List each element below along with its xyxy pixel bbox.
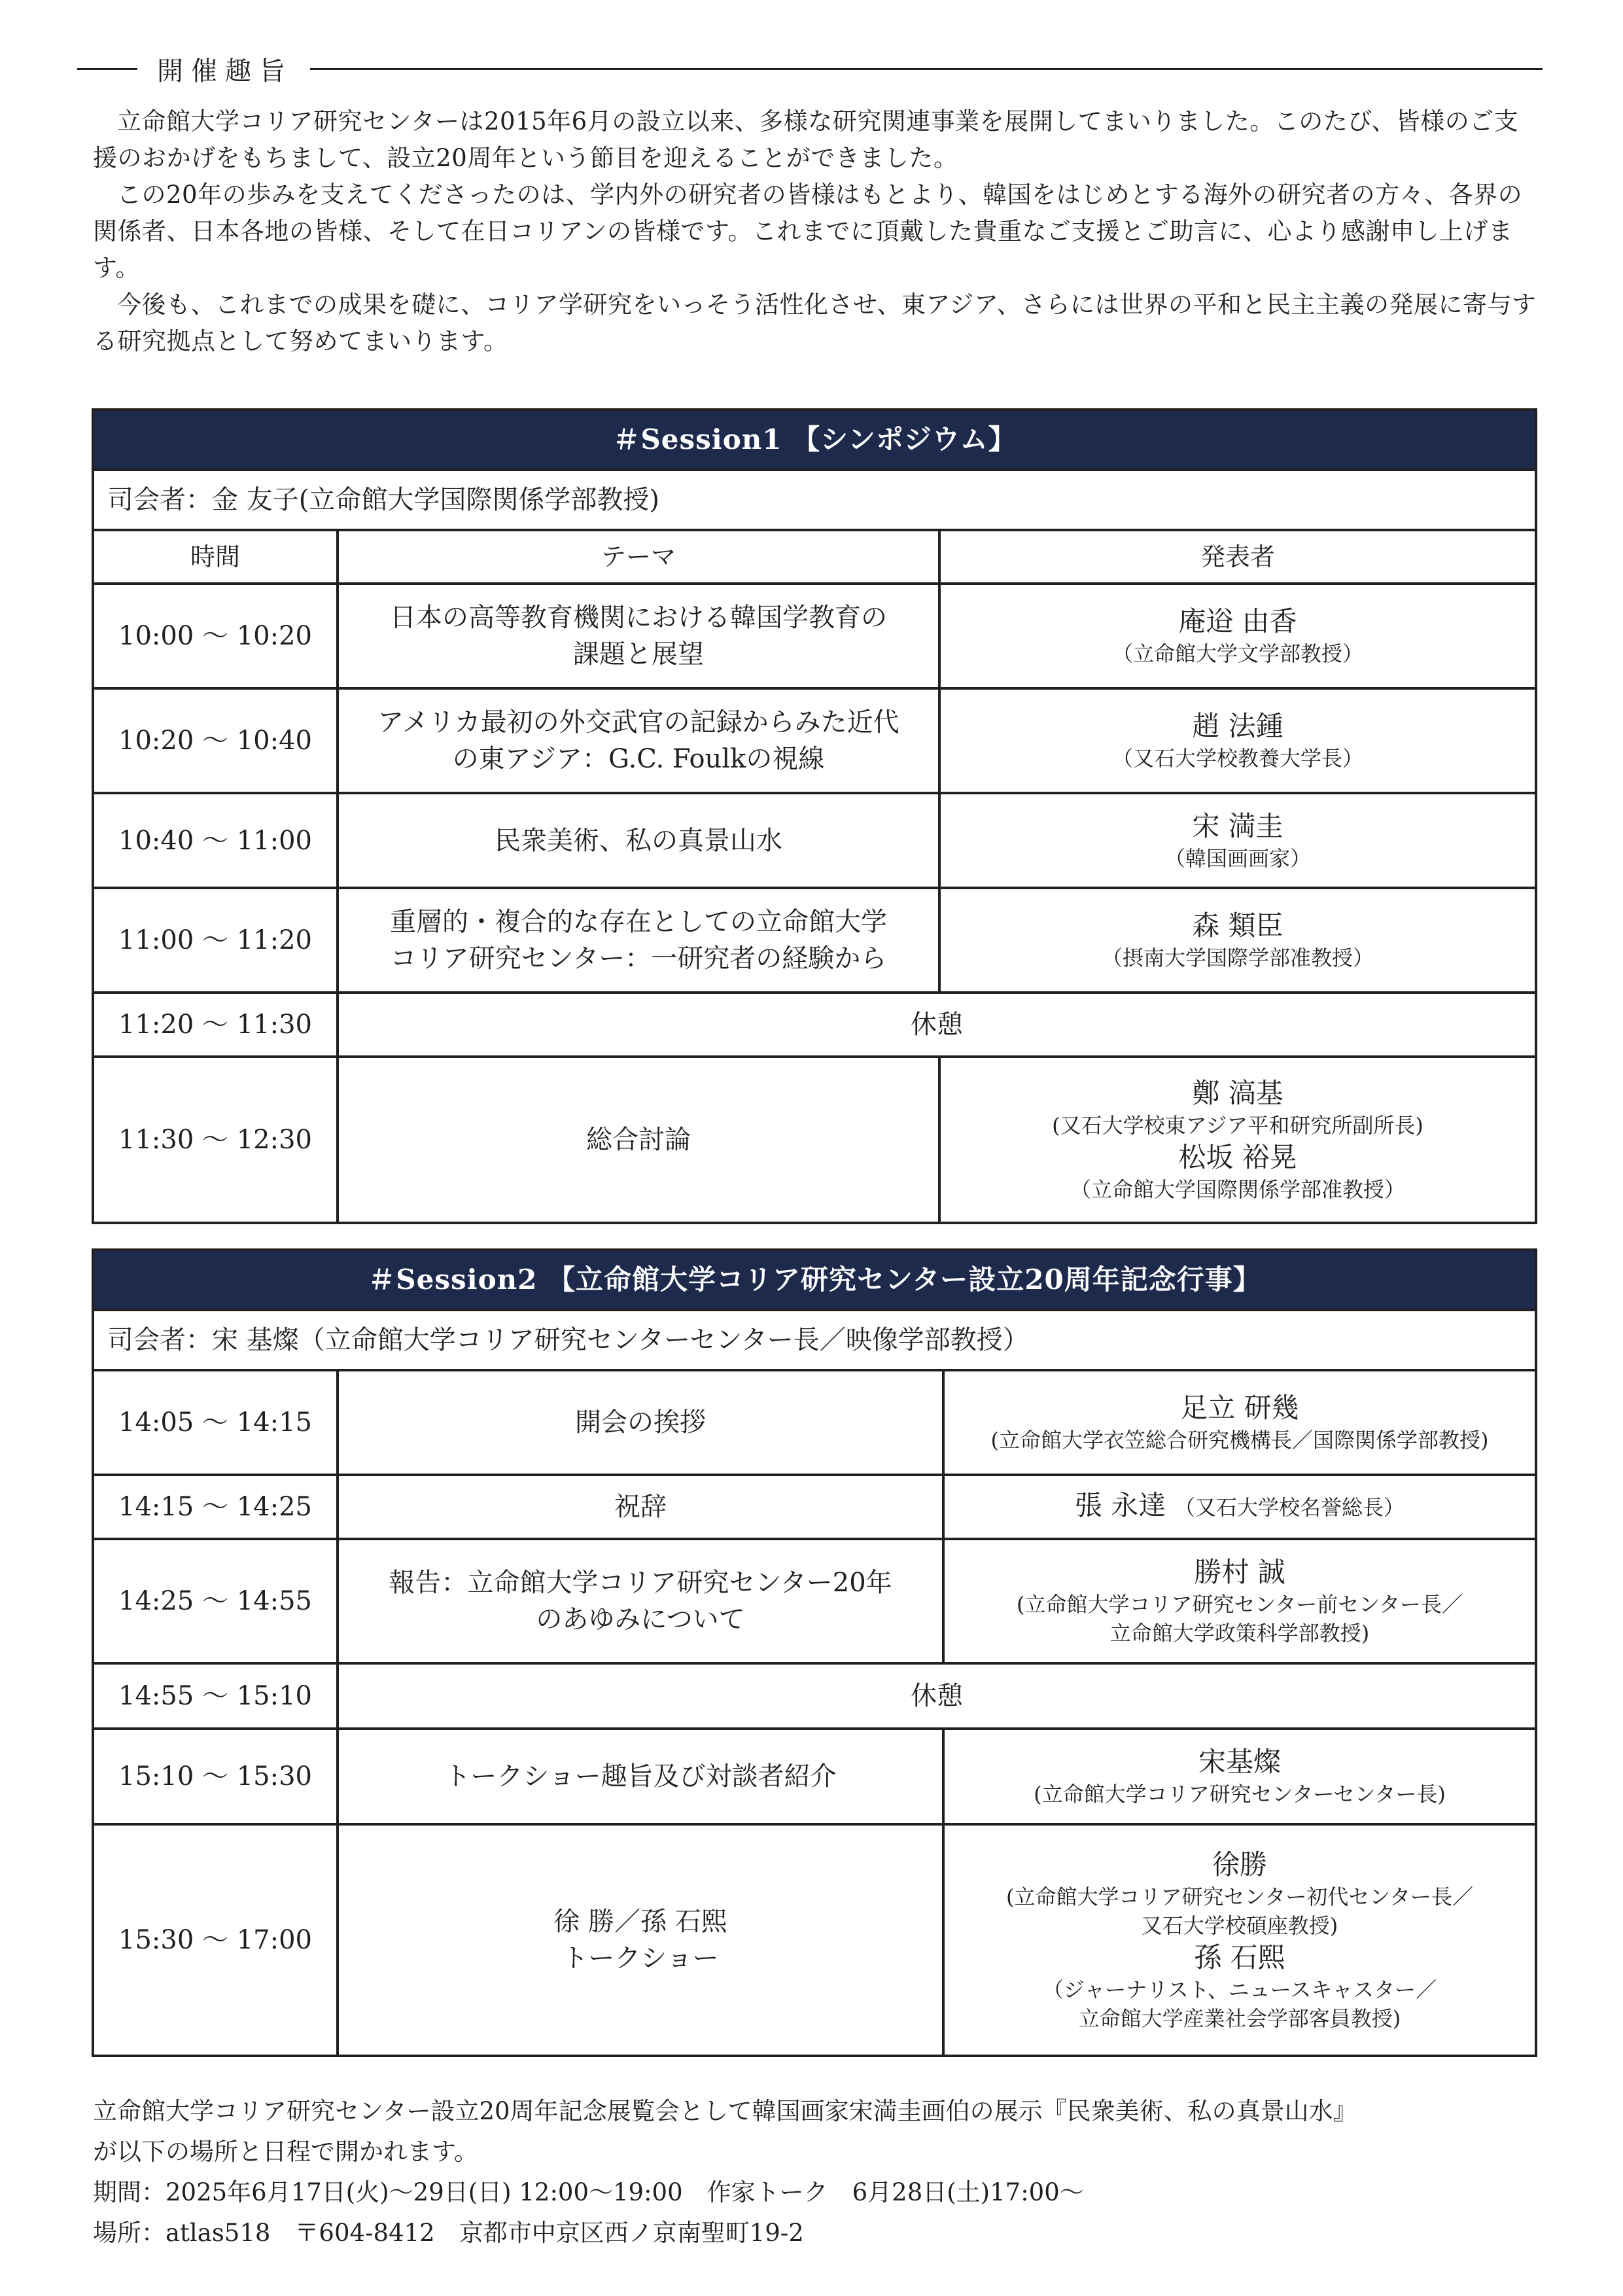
- row-presenter: 勝村 誠 (立命館大学コリア研究センター前センター長／ 立命館大学政策科学部教授): [943, 1539, 1536, 1663]
- row-time: 10:00 〜 10:20: [93, 584, 338, 688]
- table-row: [93, 1824, 1536, 2056]
- heading-text: 開催趣旨: [157, 56, 293, 86]
- row-theme: トークショー趣旨及び対談者紹介: [338, 1729, 943, 1824]
- row-presenter: 足立 研幾 (立命館大学衣笠総合研究機構長／国際関係学部教授): [943, 1370, 1536, 1475]
- break-label: 休憩: [338, 993, 1536, 1057]
- row-time: 10:20 〜 10:40: [93, 688, 338, 793]
- exhibition-info: [93, 2091, 1545, 2253]
- row-time: 14:05 〜 14:15: [93, 1370, 338, 1475]
- session2-title: ＃Session2 【立命館大学コリア研究センター設立20周年記念行事】: [93, 1250, 1536, 1310]
- row-presenter: 森 類臣 （摂南大学国際学部准教授）: [939, 888, 1536, 993]
- row-presenter: 宋基燦 (立命館大学コリア研究センターセンター長): [943, 1729, 1536, 1824]
- row-theme: 開会の挨拶: [338, 1370, 943, 1475]
- row-presenter: 庵逧 由香 （立命館大学文学部教授）: [939, 584, 1536, 688]
- row-theme: 総合討論: [338, 1057, 939, 1223]
- session1-mc: 司会者：金 友子(立命館大学国際関係学部教授): [93, 470, 1536, 530]
- row-theme: 報告：立命館大学コリア研究センター20年 のあゆみについて: [338, 1539, 943, 1663]
- exhibition-line: が以下の場所と日程で開かれます。: [93, 2138, 479, 2166]
- intro-paragraph: 立命館大学コリア研究センターは2015年6月の設立以来、多様な研究関連事業を展開してまいりました。このたび、皆様のご支援のおかげをもちまして、設立20周年という節目を迎えることができました。: [93, 107, 1519, 172]
- row-time: 14:15 〜 14:25: [93, 1475, 338, 1539]
- row-theme: 祝辞: [338, 1475, 943, 1539]
- row-theme: 民衆美術、私の真景山水: [338, 793, 939, 888]
- row-theme: 重層的・複合的な存在としての立命館大学 コリア研究センター：一研究者の経験から: [338, 888, 939, 993]
- table-row: [93, 1729, 1536, 1824]
- table-row: [93, 1475, 1536, 1539]
- table-row: [93, 1057, 1536, 1223]
- row-time: 15:30 〜 17:00: [93, 1824, 338, 2056]
- row-time: 11:00 〜 11:20: [93, 888, 338, 993]
- table-row: [93, 793, 1536, 888]
- row-time: 14:55 〜 15:10: [93, 1663, 338, 1729]
- section-heading: [77, 46, 1543, 92]
- intro-paragraph: 今後も、これまでの成果を礎に、コリア学研究をいっそう活性化させ、東アジア、さらには世界の平和と民主主義の発展に寄与する研究拠点として努めてまいります。: [93, 291, 1537, 355]
- row-presenter: 鄭 滈基 (又石大学校東アジア平和研究所副所長) 松坂 裕晃 （立命館大学国際関係学部准教授）: [939, 1057, 1536, 1223]
- row-time: 10:40 〜 11:00: [93, 793, 338, 888]
- table-row: [93, 1539, 1536, 1663]
- row-time: 11:30 〜 12:30: [93, 1057, 338, 1223]
- table-row: [93, 584, 1536, 688]
- row-time: 11:20 〜 11:30: [93, 993, 338, 1057]
- break-row: [93, 1663, 1536, 1729]
- session1-title: ＃Session1 【シンポジウム】: [93, 410, 1536, 470]
- session2-table: [92, 1248, 1537, 2057]
- exhibition-venue: 場所：atlas518 〒604-8412 京都市中京区西ノ京南聖町19-2: [93, 2219, 804, 2247]
- table-header-row: [93, 530, 1536, 584]
- table-row: [93, 688, 1536, 793]
- header-time: 時間: [93, 530, 338, 584]
- heading-rule-right: [310, 68, 1543, 70]
- row-presenter: 趙 法鍾 （又石大学校教養大学長）: [939, 688, 1536, 793]
- row-theme: 徐 勝／孫 石熙 トークショー: [338, 1824, 943, 2056]
- table-row: [93, 888, 1536, 993]
- row-theme: アメリカ最初の外交武官の記録からみた近代 の東アジア：G.C. Foulkの視線: [338, 688, 939, 793]
- header-theme: テーマ: [338, 530, 939, 584]
- exhibition-period: 期間：2025年6月17日(火)〜29日(日) 12:00〜19:00 作家トーク 6月28日(土)17:00〜: [93, 2178, 1084, 2206]
- row-theme: 日本の高等教育機関における韓国学教育の 課題と展望: [338, 584, 939, 688]
- row-presenter: 宋 満圭 （韓国画画家）: [939, 793, 1536, 888]
- session2-mc: 司会者：宋 基燦（立命館大学コリア研究センターセンター長／映像学部教授）: [93, 1310, 1536, 1370]
- row-time: 14:25 〜 14:55: [93, 1539, 338, 1663]
- break-label: 休憩: [338, 1663, 1536, 1729]
- exhibition-line: 立命館大学コリア研究センター設立20周年記念展覧会として韓国画家宋満圭画伯の展示『民衆美術、私の真景山水』: [93, 2097, 1357, 2125]
- session1-table: [92, 408, 1537, 1224]
- row-presenter: 徐勝 (立命館大学コリア研究センター初代センター長／ 又石大学校碩座教授) 孫 石熙 （ジャーナリスト、ニュースキャスター／ 立命館大学産業社会学部客員教授): [943, 1824, 1536, 2056]
- intro-paragraph: この20年の歩みを支えてくださったのは、学内外の研究者の皆様はもとより、韓国をはじめとする海外の研究者の方々、各界の関係者、日本各地の皆様、そして在日コリアンの皆様です。これまでに頂戴した貴重なご支援とご助言に、心より感謝申し上げます。: [93, 181, 1523, 282]
- table-row: [93, 1370, 1536, 1475]
- break-row: [93, 993, 1536, 1057]
- intro-text: [93, 103, 1539, 360]
- row-presenter: 張 永達 （又石大学校名誉総長）: [943, 1475, 1536, 1539]
- heading-rule-left: [77, 68, 137, 70]
- header-presenter: 発表者: [939, 530, 1536, 584]
- row-time: 15:10 〜 15:30: [93, 1729, 338, 1824]
